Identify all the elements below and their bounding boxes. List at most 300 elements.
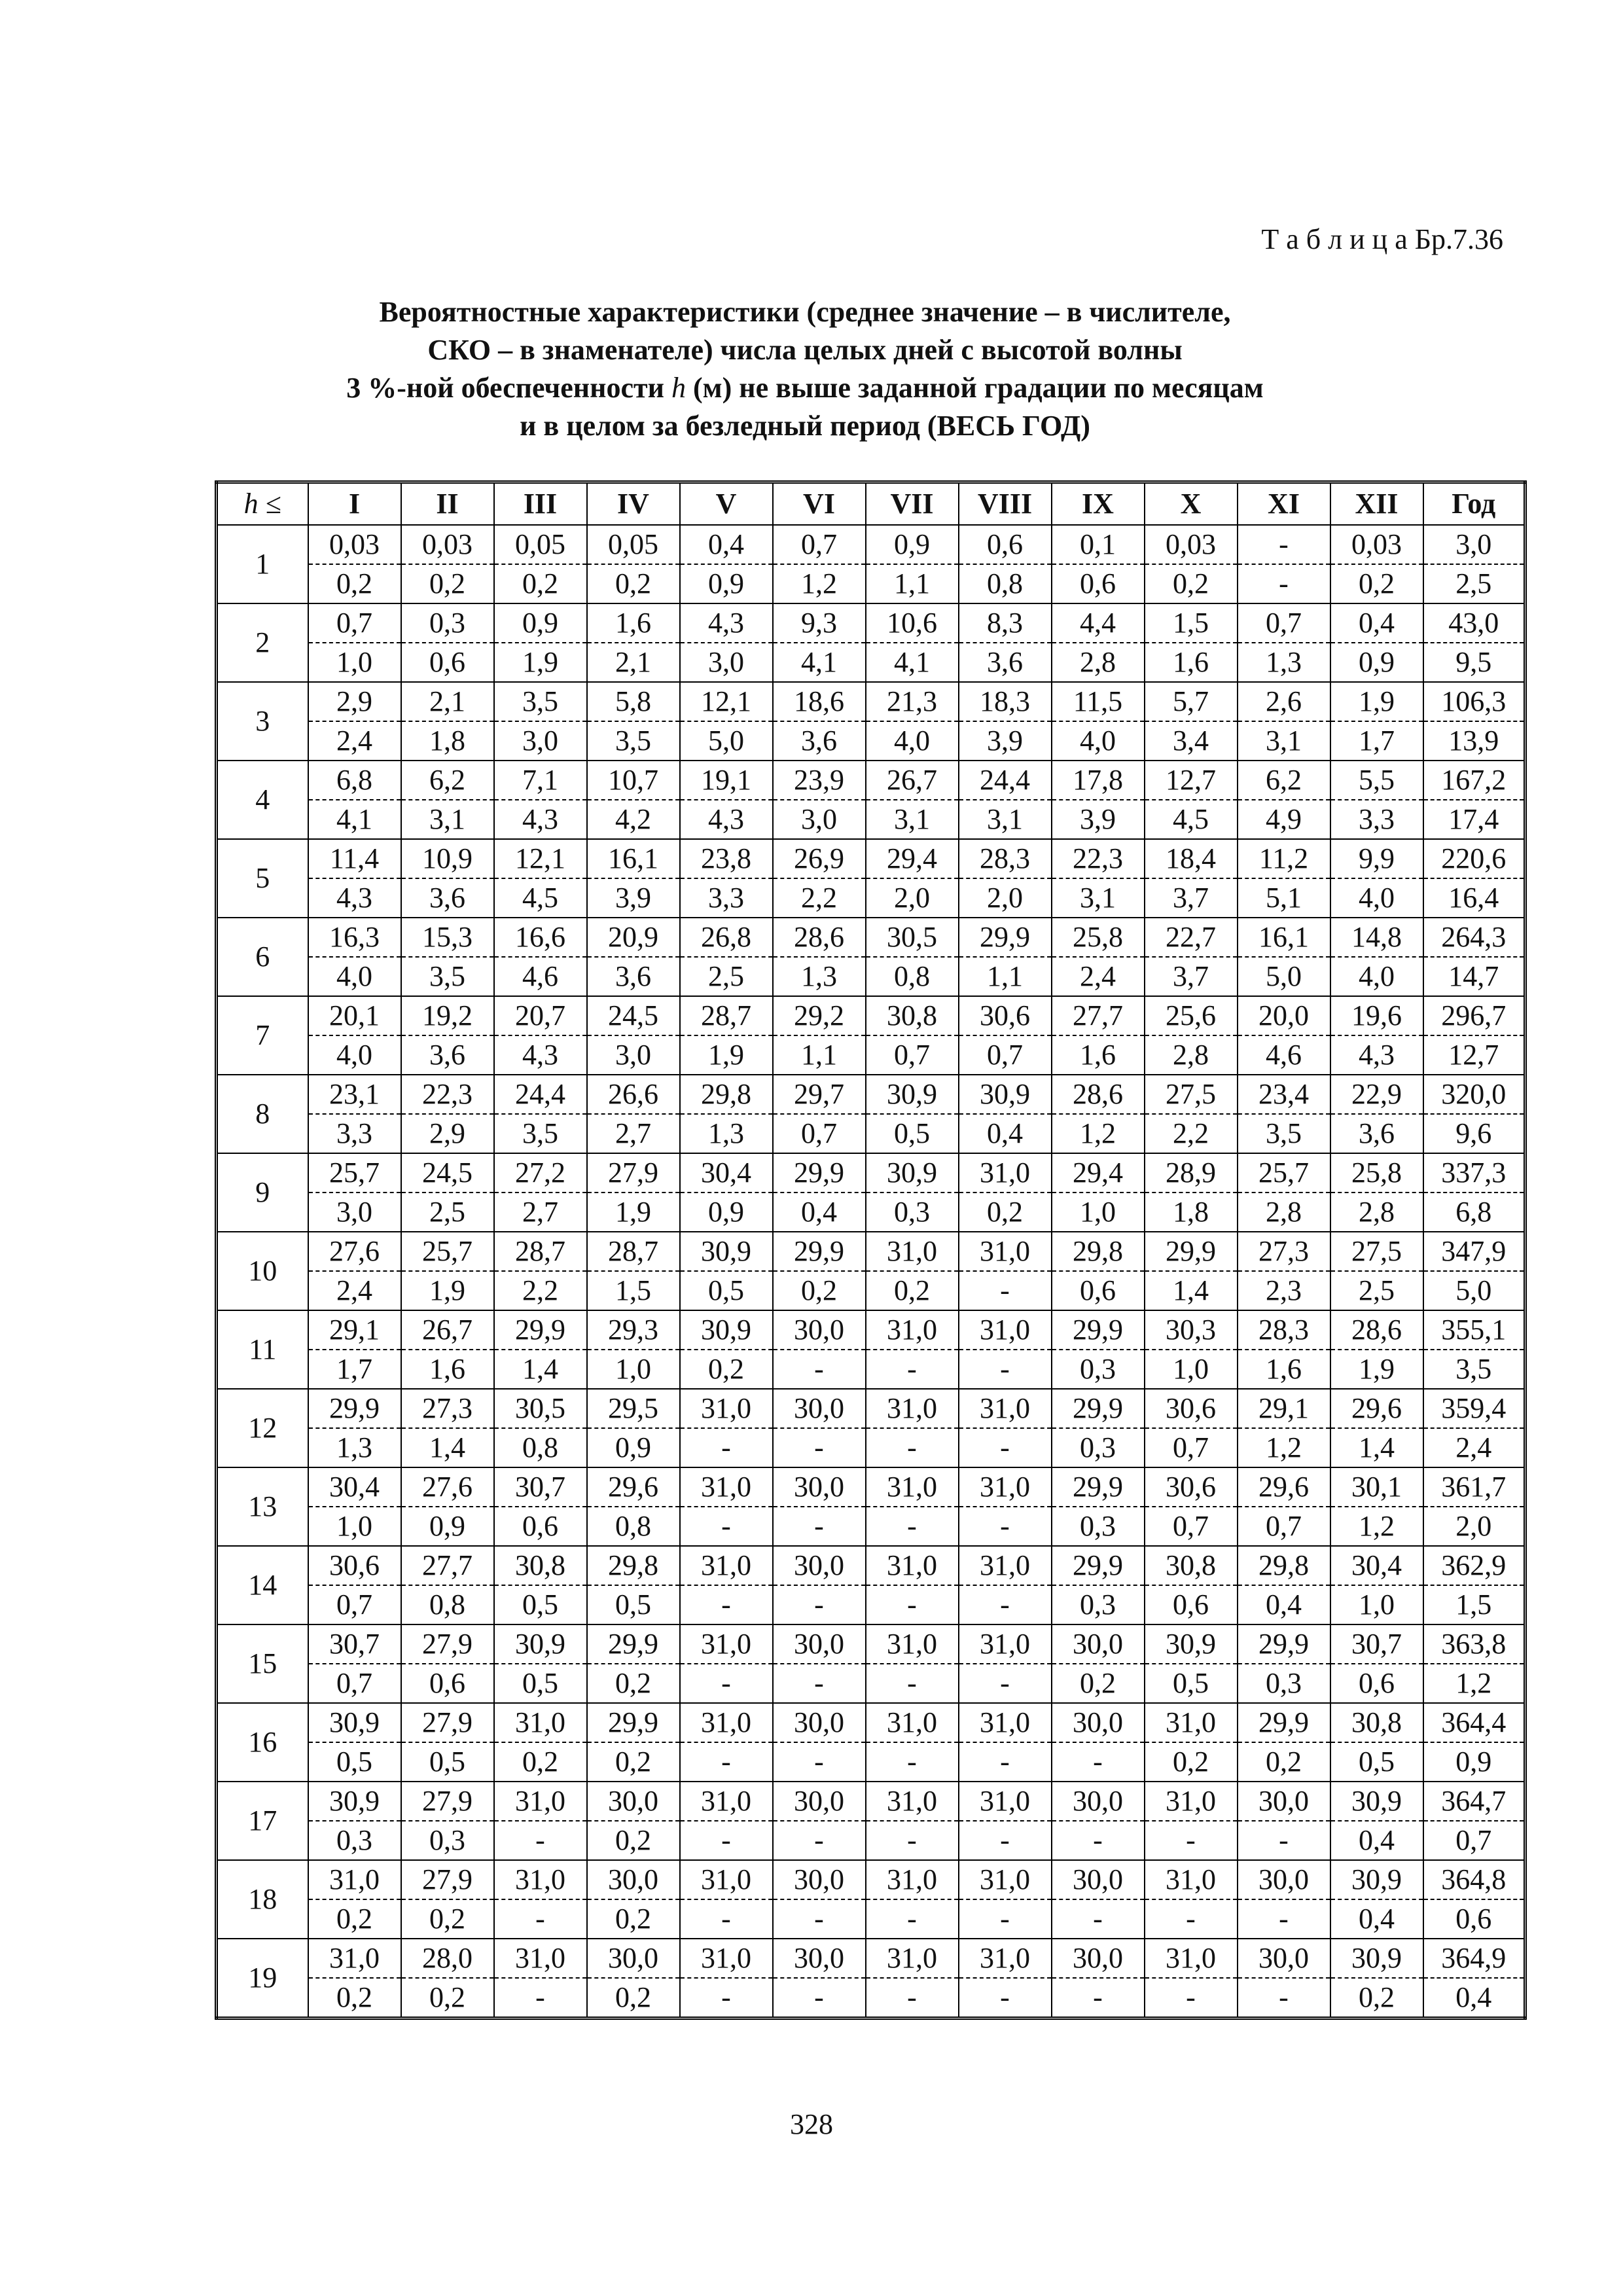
sko-value-cell: 0,4 — [1238, 1585, 1330, 1624]
mean-value-cell: 16,1 — [587, 839, 680, 878]
sko-value-cell: - — [773, 1899, 866, 1939]
column-header: II — [401, 482, 494, 526]
mean-value-cell: 3,5 — [494, 682, 587, 721]
table-row-mean — [217, 1703, 1525, 1742]
mean-value-cell: 25,8 — [1330, 1153, 1423, 1193]
mean-value-cell: 31,0 — [1145, 1782, 1238, 1821]
sko-value-cell: - — [773, 1742, 866, 1782]
sko-value-cell: 0,7 — [308, 1664, 401, 1703]
sko-value-cell: - — [680, 1978, 773, 2018]
sko-value-cell: 5,0 — [680, 721, 773, 761]
sko-value-cell: 2,3 — [1238, 1271, 1330, 1310]
mean-value-cell: 9,9 — [1330, 839, 1423, 878]
table-row-sko — [217, 1114, 1525, 1153]
sko-value-cell: 1,6 — [1238, 1350, 1330, 1389]
sko-value-cell: - — [1238, 564, 1330, 603]
mean-value-cell: 31,0 — [866, 1389, 959, 1428]
sko-value-cell: 1,0 — [308, 643, 401, 682]
sko-value-cell: - — [866, 1742, 959, 1782]
sko-value-cell: 1,9 — [1330, 1350, 1423, 1389]
mean-value-cell: 30,9 — [1145, 1624, 1238, 1664]
sko-value-cell: 2,5 — [401, 1193, 494, 1232]
mean-value-cell: 30,4 — [680, 1153, 773, 1193]
sko-value-cell: 4,0 — [1330, 957, 1423, 996]
sko-value-cell: 2,0 — [866, 878, 959, 918]
sko-value-cell: - — [866, 1507, 959, 1546]
sko-value-cell: 0,2 — [587, 1742, 680, 1782]
sko-value-cell: 14,7 — [1423, 957, 1525, 996]
mean-value-cell: 30,0 — [773, 1939, 866, 1978]
column-header: III — [494, 482, 587, 526]
mean-value-cell: 31,0 — [494, 1939, 587, 1978]
mean-value-cell: 31,0 — [494, 1782, 587, 1821]
mean-value-cell: 31,0 — [959, 1467, 1052, 1507]
sko-value-cell: 2,0 — [959, 878, 1052, 918]
sko-value-cell: 0,2 — [401, 1899, 494, 1939]
mean-value-cell: 30,0 — [1238, 1782, 1330, 1821]
sko-value-cell: 0,7 — [959, 1035, 1052, 1075]
sko-value-cell: 3,5 — [1423, 1350, 1525, 1389]
sko-value-cell: 3,3 — [1330, 800, 1423, 839]
sko-value-cell: 1,4 — [494, 1350, 587, 1389]
sko-value-cell: - — [680, 1742, 773, 1782]
sko-value-cell: 3,4 — [1145, 721, 1238, 761]
sko-value-cell: 0,6 — [1052, 564, 1145, 603]
title-line-3-before: 3 %-ной обеспеченности — [346, 372, 671, 404]
sko-value-cell: 3,0 — [773, 800, 866, 839]
sko-value-cell: 3,1 — [866, 800, 959, 839]
mean-value-cell: 8,3 — [959, 603, 1052, 643]
mean-value-cell: 347,9 — [1423, 1232, 1525, 1271]
header-row — [217, 482, 1525, 526]
mean-value-cell: 31,0 — [308, 1860, 401, 1899]
mean-value-cell: 16,6 — [494, 918, 587, 957]
mean-value-cell: 16,1 — [1238, 918, 1330, 957]
mean-value-cell: 30,3 — [1145, 1310, 1238, 1350]
sko-value-cell: 12,7 — [1423, 1035, 1525, 1075]
mean-value-cell: 20,0 — [1238, 996, 1330, 1035]
mean-value-cell: 30,6 — [308, 1546, 401, 1585]
sko-value-cell: - — [1145, 1821, 1238, 1860]
mean-value-cell: 364,4 — [1423, 1703, 1525, 1742]
mean-value-cell: 12,1 — [494, 839, 587, 878]
sko-value-cell: 0,4 — [959, 1114, 1052, 1153]
mean-value-cell: 28,7 — [494, 1232, 587, 1271]
sko-value-cell: - — [1052, 1978, 1145, 2018]
sko-value-cell: - — [1238, 1978, 1330, 2018]
sko-value-cell: 4,6 — [494, 957, 587, 996]
sko-value-cell: 5,1 — [1238, 878, 1330, 918]
sko-value-cell: 1,2 — [1423, 1664, 1525, 1703]
mean-value-cell: 31,0 — [308, 1939, 401, 1978]
mean-value-cell: 0,03 — [1330, 525, 1423, 564]
sko-value-cell: 1,1 — [773, 1035, 866, 1075]
mean-value-cell: 27,9 — [401, 1782, 494, 1821]
table-row-sko — [217, 800, 1525, 839]
mean-value-cell: 29,5 — [587, 1389, 680, 1428]
mean-value-cell: 31,0 — [959, 1232, 1052, 1271]
mean-value-cell: 337,3 — [1423, 1153, 1525, 1193]
sko-value-cell: 0,2 — [401, 564, 494, 603]
mean-value-cell: 30,0 — [1238, 1860, 1330, 1899]
sko-value-cell: - — [1052, 1899, 1145, 1939]
sko-value-cell: 0,7 — [1145, 1428, 1238, 1467]
sko-value-cell: 2,9 — [401, 1114, 494, 1153]
sko-value-cell: - — [773, 1821, 866, 1860]
table-row-sko — [217, 1035, 1525, 1075]
sko-value-cell: 0,2 — [1145, 1742, 1238, 1782]
sko-value-cell: 0,7 — [1423, 1821, 1525, 1860]
sko-value-cell: 1,8 — [1145, 1193, 1238, 1232]
mean-value-cell: 28,6 — [773, 918, 866, 957]
height-gradation-cell: 13 — [217, 1467, 308, 1546]
height-gradation-cell: 5 — [217, 839, 308, 918]
mean-value-cell: 9,3 — [773, 603, 866, 643]
sko-value-cell: 0,2 — [308, 1899, 401, 1939]
mean-value-cell: 361,7 — [1423, 1467, 1525, 1507]
mean-value-cell: 30,9 — [1330, 1860, 1423, 1899]
mean-value-cell: 296,7 — [1423, 996, 1525, 1035]
sko-value-cell: 2,4 — [1052, 957, 1145, 996]
column-header: IX — [1052, 482, 1145, 526]
sko-value-cell: 1,3 — [680, 1114, 773, 1153]
mean-value-cell: 25,7 — [308, 1153, 401, 1193]
table-row-mean — [217, 1075, 1525, 1114]
sko-value-cell: 1,2 — [1052, 1114, 1145, 1153]
sko-value-cell: 0,4 — [1330, 1899, 1423, 1939]
sko-value-cell: 2,8 — [1145, 1035, 1238, 1075]
mean-value-cell: 3,0 — [1423, 525, 1525, 564]
mean-value-cell: 29,6 — [1330, 1389, 1423, 1428]
sko-value-cell: 3,1 — [401, 800, 494, 839]
sko-value-cell: 1,0 — [587, 1350, 680, 1389]
mean-value-cell: 0,4 — [680, 525, 773, 564]
sko-value-cell: - — [680, 1664, 773, 1703]
table-label: Т а б л и ц а Бр.7.36 — [1261, 223, 1503, 255]
mean-value-cell: 30,7 — [1330, 1624, 1423, 1664]
mean-value-cell: 30,0 — [1052, 1939, 1145, 1978]
sko-value-cell: 1,6 — [401, 1350, 494, 1389]
sko-value-cell: 0,3 — [866, 1193, 959, 1232]
sko-value-cell: - — [773, 1428, 866, 1467]
height-symbol: h — [671, 372, 686, 404]
height-gradation-cell: 7 — [217, 996, 308, 1075]
sko-value-cell: 0,2 — [773, 1271, 866, 1310]
sko-value-cell: 1,5 — [587, 1271, 680, 1310]
mean-value-cell: 30,8 — [866, 996, 959, 1035]
mean-value-cell: 24,5 — [401, 1153, 494, 1193]
sko-value-cell: 1,7 — [1330, 721, 1423, 761]
sko-value-cell: 4,0 — [866, 721, 959, 761]
sko-value-cell: - — [1145, 1978, 1238, 2018]
sko-value-cell: - — [866, 1585, 959, 1624]
sko-value-cell: - — [1052, 1821, 1145, 1860]
sko-value-cell: 0,8 — [401, 1585, 494, 1624]
mean-value-cell: 30,6 — [1145, 1389, 1238, 1428]
sko-value-cell: 4,9 — [1238, 800, 1330, 839]
sko-value-cell: 0,7 — [308, 1585, 401, 1624]
mean-value-cell: 0,7 — [308, 603, 401, 643]
mean-value-cell: 27,9 — [587, 1153, 680, 1193]
mean-value-cell: 31,0 — [959, 1939, 1052, 1978]
sko-value-cell: 0,6 — [494, 1507, 587, 1546]
sko-value-cell: 0,2 — [959, 1193, 1052, 1232]
sko-value-cell: - — [773, 1978, 866, 2018]
mean-value-cell: 25,7 — [401, 1232, 494, 1271]
sko-value-cell: - — [866, 1350, 959, 1389]
sko-value-cell: 0,6 — [401, 1664, 494, 1703]
height-gradation-cell: 16 — [217, 1703, 308, 1782]
sko-value-cell: 0,3 — [1052, 1507, 1145, 1546]
sko-value-cell: - — [959, 1585, 1052, 1624]
mean-value-cell: 0,7 — [773, 525, 866, 564]
height-gradation-cell: 14 — [217, 1546, 308, 1624]
sko-value-cell: 0,7 — [1145, 1507, 1238, 1546]
mean-value-cell: 29,9 — [1052, 1467, 1145, 1507]
sko-value-cell: 3,9 — [1052, 800, 1145, 839]
sko-value-cell: 3,3 — [680, 878, 773, 918]
sko-value-cell: 0,4 — [1330, 1821, 1423, 1860]
mean-value-cell: 362,9 — [1423, 1546, 1525, 1585]
sko-value-cell: - — [773, 1507, 866, 1546]
mean-value-cell: 31,0 — [866, 1546, 959, 1585]
mean-value-cell: 30,0 — [773, 1860, 866, 1899]
mean-value-cell: 31,0 — [866, 1939, 959, 1978]
sko-value-cell: 2,5 — [1330, 1271, 1423, 1310]
mean-value-cell: 27,9 — [401, 1860, 494, 1899]
table-row-mean — [217, 1467, 1525, 1507]
mean-value-cell: 29,8 — [1238, 1546, 1330, 1585]
sko-value-cell: 4,1 — [773, 643, 866, 682]
sko-value-cell: 1,0 — [1330, 1585, 1423, 1624]
mean-value-cell: 363,8 — [1423, 1624, 1525, 1664]
mean-value-cell: 30,9 — [1330, 1782, 1423, 1821]
table-row-mean — [217, 1232, 1525, 1271]
mean-value-cell: 0,7 — [1238, 603, 1330, 643]
mean-value-cell: 4,3 — [680, 603, 773, 643]
height-gradation-cell: 2 — [217, 603, 308, 682]
mean-value-cell: 30,0 — [773, 1389, 866, 1428]
sko-value-cell: 0,2 — [1238, 1742, 1330, 1782]
sko-value-cell: 2,2 — [494, 1271, 587, 1310]
mean-value-cell: 0,03 — [401, 525, 494, 564]
mean-value-cell: 22,3 — [1052, 839, 1145, 878]
sko-value-cell: 4,0 — [308, 957, 401, 996]
mean-value-cell: 0,3 — [401, 603, 494, 643]
sko-value-cell: - — [680, 1899, 773, 1939]
mean-value-cell: 31,0 — [959, 1546, 1052, 1585]
mean-value-cell: 31,0 — [959, 1153, 1052, 1193]
sko-value-cell: - — [866, 1899, 959, 1939]
sko-value-cell: 3,5 — [494, 1114, 587, 1153]
mean-value-cell: 27,7 — [401, 1546, 494, 1585]
height-gradation-cell: 15 — [217, 1624, 308, 1703]
sko-value-cell: 0,2 — [866, 1271, 959, 1310]
sko-value-cell: 0,5 — [1145, 1664, 1238, 1703]
sko-value-cell: 1,5 — [1423, 1585, 1525, 1624]
mean-value-cell: 27,5 — [1145, 1075, 1238, 1114]
mean-value-cell: - — [1238, 525, 1330, 564]
mean-value-cell: 18,3 — [959, 682, 1052, 721]
sko-value-cell: 0,2 — [494, 1742, 587, 1782]
mean-value-cell: 30,0 — [773, 1310, 866, 1350]
sko-value-cell: 2,7 — [587, 1114, 680, 1153]
sko-value-cell: 2,2 — [1145, 1114, 1238, 1153]
mean-value-cell: 31,0 — [680, 1467, 773, 1507]
mean-value-cell: 22,7 — [1145, 918, 1238, 957]
mean-value-cell: 31,0 — [494, 1703, 587, 1742]
sko-value-cell: 1,6 — [1145, 643, 1238, 682]
sko-value-cell: 0,6 — [1330, 1664, 1423, 1703]
mean-value-cell: 30,0 — [773, 1467, 866, 1507]
mean-value-cell: 12,7 — [1145, 761, 1238, 800]
mean-value-cell: 25,8 — [1052, 918, 1145, 957]
sko-value-cell: - — [680, 1585, 773, 1624]
table-row-sko — [217, 1585, 1525, 1624]
sko-value-cell: 2,7 — [494, 1193, 587, 1232]
sko-value-cell: 1,3 — [773, 957, 866, 996]
sko-value-cell: - — [959, 1507, 1052, 1546]
mean-value-cell: 6,8 — [308, 761, 401, 800]
sko-value-cell: 0,2 — [308, 1978, 401, 2018]
table-row-sko — [217, 1271, 1525, 1310]
mean-value-cell: 43,0 — [1423, 603, 1525, 643]
mean-value-cell: 29,7 — [773, 1075, 866, 1114]
sko-value-cell: 4,0 — [1330, 878, 1423, 918]
column-header: I — [308, 482, 401, 526]
sko-value-cell: - — [866, 1821, 959, 1860]
mean-value-cell: 31,0 — [680, 1624, 773, 1664]
mean-value-cell: 29,6 — [587, 1467, 680, 1507]
sko-value-cell: - — [1238, 1821, 1330, 1860]
mean-value-cell: 29,6 — [1238, 1467, 1330, 1507]
mean-value-cell: 29,9 — [1238, 1624, 1330, 1664]
mean-value-cell: 23,4 — [1238, 1075, 1330, 1114]
mean-value-cell: 5,7 — [1145, 682, 1238, 721]
sko-value-cell: 0,2 — [1330, 1978, 1423, 2018]
mean-value-cell: 2,6 — [1238, 682, 1330, 721]
column-header: X — [1145, 482, 1238, 526]
mean-value-cell: 29,9 — [1238, 1703, 1330, 1742]
sko-value-cell: 4,5 — [494, 878, 587, 918]
mean-value-cell: 24,4 — [494, 1075, 587, 1114]
sko-value-cell: 17,4 — [1423, 800, 1525, 839]
table-row-sko — [217, 957, 1525, 996]
mean-value-cell: 11,2 — [1238, 839, 1330, 878]
table-row-sko — [217, 1664, 1525, 1703]
sko-value-cell: 2,8 — [1052, 643, 1145, 682]
sko-value-cell: 1,1 — [959, 957, 1052, 996]
mean-value-cell: 24,4 — [959, 761, 1052, 800]
mean-value-cell: 28,0 — [401, 1939, 494, 1978]
sko-value-cell: 1,6 — [1052, 1035, 1145, 1075]
sko-value-cell: 0,7 — [866, 1035, 959, 1075]
height-gradation-cell: 18 — [217, 1860, 308, 1939]
sko-value-cell: 0,8 — [587, 1507, 680, 1546]
sko-value-cell: 1,4 — [401, 1428, 494, 1467]
mean-value-cell: 29,9 — [959, 918, 1052, 957]
mean-value-cell: 6,2 — [401, 761, 494, 800]
mean-value-cell: 31,0 — [959, 1782, 1052, 1821]
sko-value-cell: 0,5 — [308, 1742, 401, 1782]
sko-value-cell: 3,6 — [587, 957, 680, 996]
mean-value-cell: 30,8 — [494, 1546, 587, 1585]
sko-value-cell: - — [959, 1350, 1052, 1389]
sko-value-cell: - — [959, 1899, 1052, 1939]
sko-value-cell: 13,9 — [1423, 721, 1525, 761]
mean-value-cell: 31,0 — [866, 1703, 959, 1742]
table-row-sko — [217, 1978, 1525, 2018]
table-row-sko — [217, 564, 1525, 603]
sko-value-cell: 0,2 — [587, 1664, 680, 1703]
mean-value-cell: 30,1 — [1330, 1467, 1423, 1507]
mean-value-cell: 14,8 — [1330, 918, 1423, 957]
mean-value-cell: 29,8 — [1052, 1232, 1145, 1271]
mean-value-cell: 15,3 — [401, 918, 494, 957]
mean-value-cell: 27,2 — [494, 1153, 587, 1193]
sko-value-cell: 2,2 — [773, 878, 866, 918]
mean-value-cell: 29,9 — [1052, 1546, 1145, 1585]
mean-value-cell: 31,0 — [866, 1860, 959, 1899]
sko-value-cell: - — [866, 1664, 959, 1703]
sko-value-cell: 2,8 — [1330, 1193, 1423, 1232]
mean-value-cell: 23,8 — [680, 839, 773, 878]
mean-value-cell: 30,9 — [866, 1153, 959, 1193]
sko-value-cell: 3,6 — [401, 1035, 494, 1075]
mean-value-cell: 26,9 — [773, 839, 866, 878]
table-body — [217, 525, 1525, 2018]
height-gradation-cell: 12 — [217, 1389, 308, 1467]
mean-value-cell: 30,9 — [1330, 1939, 1423, 1978]
sko-value-cell: 4,3 — [494, 800, 587, 839]
mean-value-cell: 29,9 — [587, 1703, 680, 1742]
mean-value-cell: 30,0 — [587, 1860, 680, 1899]
sko-value-cell: - — [866, 1428, 959, 1467]
table-row-sko — [217, 721, 1525, 761]
mean-value-cell: 26,7 — [401, 1310, 494, 1350]
mean-value-cell: 22,3 — [401, 1075, 494, 1114]
mean-value-cell: 21,3 — [866, 682, 959, 721]
mean-value-cell: 31,0 — [1145, 1703, 1238, 1742]
sko-value-cell: - — [680, 1428, 773, 1467]
sko-value-cell: 0,8 — [494, 1428, 587, 1467]
mean-value-cell: 29,9 — [308, 1389, 401, 1428]
mean-value-cell: 30,0 — [1052, 1860, 1145, 1899]
sko-value-cell: 0,5 — [1330, 1742, 1423, 1782]
mean-value-cell: 11,5 — [1052, 682, 1145, 721]
sko-value-cell: - — [959, 1428, 1052, 1467]
sko-value-cell: 4,5 — [1145, 800, 1238, 839]
mean-value-cell: 20,1 — [308, 996, 401, 1035]
sko-value-cell: 0,3 — [1052, 1350, 1145, 1389]
mean-value-cell: 364,9 — [1423, 1939, 1525, 1978]
table-row-mean — [217, 839, 1525, 878]
mean-value-cell: 0,03 — [1145, 525, 1238, 564]
sko-value-cell: 0,3 — [1052, 1585, 1145, 1624]
sko-value-cell: 0,5 — [494, 1664, 587, 1703]
sko-value-cell: 4,0 — [308, 1035, 401, 1075]
mean-value-cell: 2,9 — [308, 682, 401, 721]
mean-value-cell: 28,3 — [959, 839, 1052, 878]
mean-value-cell: 25,6 — [1145, 996, 1238, 1035]
mean-value-cell: 7,1 — [494, 761, 587, 800]
mean-value-cell: 28,7 — [587, 1232, 680, 1271]
sko-value-cell: 4,3 — [680, 800, 773, 839]
mean-value-cell: 29,9 — [587, 1624, 680, 1664]
height-gradation-cell: 3 — [217, 682, 308, 761]
sko-value-cell: 4,1 — [308, 800, 401, 839]
mean-value-cell: 18,4 — [1145, 839, 1238, 878]
